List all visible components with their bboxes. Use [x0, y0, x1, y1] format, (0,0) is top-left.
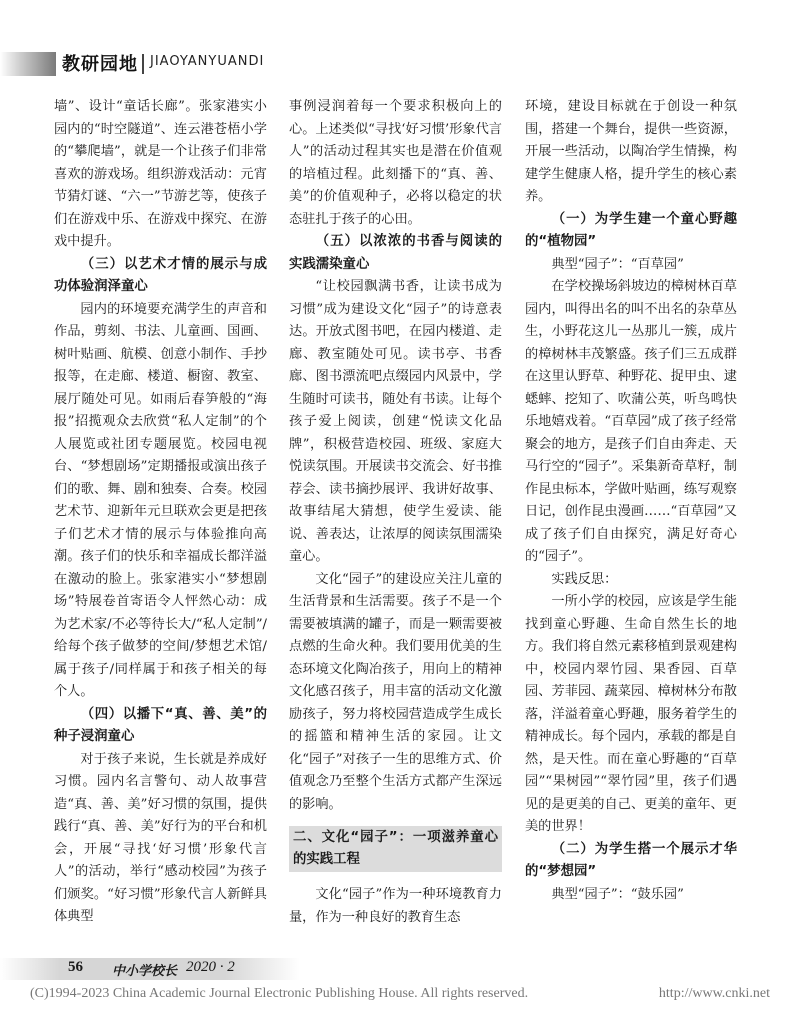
paragraph: 实践反思：	[551, 571, 618, 587]
subsection-heading: （三）以艺术才情的展示与成功体验润泽童心	[54, 256, 267, 294]
paragraph: 一所小学的校园，应该是学生能找到童心野趣、生命自然生长的地方。我们将自然元素移植到景观建构中，校园内翠竹园、果香园、百草园、芳菲园、蔬菜园、樟树林分布散落，洋溢着童心野趣，服务着学生的精神成长。每个园内，承载的都是自然，是天性。而在童心野趣的“百草园”“果树园”“翠竹园”里，孩子们遇见的是更美的自己、更美的童年、更美的世界！	[525, 594, 737, 834]
paragraph: 在学校操场斜坡边的樟树林百草园内，叫得出名的叫不出名的杂草丛生，小野花这儿一丛那儿一簇，成片的樟树林丰茂繁盛。孩子们三五成群在这里认野草、种野花、捉甲虫、逮蟋蟀、挖知了、吹蒲公英，听鸟鸣快乐地嬉戏着。“百草园”成了孩子经常聚会的地方，是孩子们自由奔走、天马行空的“园子”。采集新奇草籽，制作昆虫标本，学做叶贴画，练写观察日记，创作昆虫漫画……“百草园”又成了孩子们自由探究，满足好奇心的“园子”。	[525, 279, 737, 564]
page-header	[0, 40, 793, 92]
header-divider	[142, 54, 144, 74]
subsection-heading: （一）为学生建一个童心野趣的“植物园”	[525, 211, 737, 249]
text-column-2	[289, 96, 502, 929]
paragraph: 墙”、设计“童话长廊”。张家港实小园内的“时空隧道”、连云港苍梧小学的“攀爬墙”，就是一个让孩子们非常喜欢的游戏场。组织游戏活动：元宵节猜灯谜、“六一”节游艺等，使孩子们在游戏中乐、在游戏中探究、在游戏中提升。	[54, 99, 267, 249]
page-number: 56	[68, 959, 83, 975]
paragraph: 典型“园子”：“百草园”	[551, 256, 684, 272]
section-title: 教研园地	[62, 54, 138, 75]
cnki-link[interactable]: http://www.cnki.net	[658, 986, 770, 1001]
section-heading: 二、文化“园子”：一项滋养童心的实践工程	[289, 826, 502, 872]
paragraph: “让校园飘满书香，让读书成为习惯”成为建设文化“园子”的诗意表达。开放式图书吧，在园内楼道、走廊、教室随处可见。读书亭、书香廊、图书漂流吧点缀园内风景中，学生随时可读书，随处有书读。让每个孩子爱上阅读，创建“悦读文化品牌”，积极营造校园、班级、家庭大悦读氛围。开展读书交流会、好书推荐会、读书摘抄展评、我讲好故事、故事结尾大猜想，使学生爱读、能说、善表达，让浓厚的阅读氛围濡染童心。	[289, 279, 502, 564]
paragraph: 环境，建设目标就在于创设一种氛围，搭建一个舞台，提供一些资源，开展一些活动，以陶冶学生情操，构建学生健康人格，提升学生的核心素养。	[525, 99, 737, 204]
paragraph: 事例浸润着每一个要求积极向上的心。上述类似“寻找‘好习惯’形象代言人”的活动过程其实也是潜在价值观的培植过程。此刻播下的“真、善、美”的价值观种子，必将以稳定的状态驻扎于孩子的心田。	[289, 99, 502, 227]
page-footer	[0, 958, 793, 980]
paragraph: 文化“园子”作为一种环境教育力量，作为一种良好的教育生态	[289, 887, 502, 925]
copyright-line	[30, 986, 770, 1002]
header-decor-bar	[0, 52, 56, 76]
paragraph: 园内的环境要充满学生的声音和作品，剪刻、书法、儿童画、国画、树叶贴画、航模、创意小制作、手抄报等，在走廊、楼道、橱窗、教室、展厅随处可见。如雨后春笋般的“海报”招揽观众去欣赏“私人定制”的个人展览或社团专题展览。校园电视台、“梦想剧场”定期播报或演出孩子们的歌、舞、剧和独奏、合奏。校园艺术节、迎新年元旦联欢会更是把孩子们艺术才情的展示与体验推向高潮。孩子们的快乐和幸福成长都洋溢在激动的脸上。张家港实小“梦想剧场”特展卷首寄语令人怦然心动：成为艺术家/不必等待长大/“私人定制”/给每个孩子做梦的空间/梦想艺术馆/属于孩子/同样属于和孩子相关的每个人。	[54, 301, 267, 699]
paragraph: 文化“园子”的建设应关注儿童的生活背景和生活需要。孩子不是一个需要被填满的罐子，而是一颗需要被点燃的生命火种。我们要用优美的生态环境文化陶冶孩子，用向上的精神文化感召孩子，用丰富的活动文化激励孩子，努力将校园营造成学生成长的摇篮和精神生活的家园。让文化“园子”对孩子一生的思维方式、价值观念乃至整个生活方式都产生深远的影响。	[289, 571, 502, 812]
section-title-pinyin: JIAOYANYUANDI	[150, 54, 265, 69]
journal-name: 中小学校长	[112, 964, 178, 979]
subsection-heading: （五）以浓浓的书香与阅读的实践濡染童心	[289, 234, 502, 272]
subsection-heading: （二）为学生搭一个展示才华的“梦想园”	[525, 841, 737, 879]
journal-issue: 2020 · 2	[186, 959, 235, 975]
copyright-text: (C)1994-2023 China Academic Journal Electronic Publishing House. All rights reserved.	[30, 986, 529, 1001]
paragraph: 典型“园子”：“鼓乐园”	[551, 886, 684, 902]
text-column-3	[525, 96, 737, 906]
paragraph: 对于孩子来说，生长就是养成好习惯。园内名言警句、动人故事营造“真、善、美”好习惯的氛围，提供践行“真、善、美”好行为的平台和机会，开展“寻找‘好习惯’形象代言人”的活动，举行“感动校园”为孩子们颁奖。“好习惯”形象代言人新鲜具体典型	[54, 751, 267, 924]
text-column-1	[54, 96, 267, 929]
subsection-heading: （四）以播下“真、善、美”的种子浸润童心	[54, 706, 267, 744]
